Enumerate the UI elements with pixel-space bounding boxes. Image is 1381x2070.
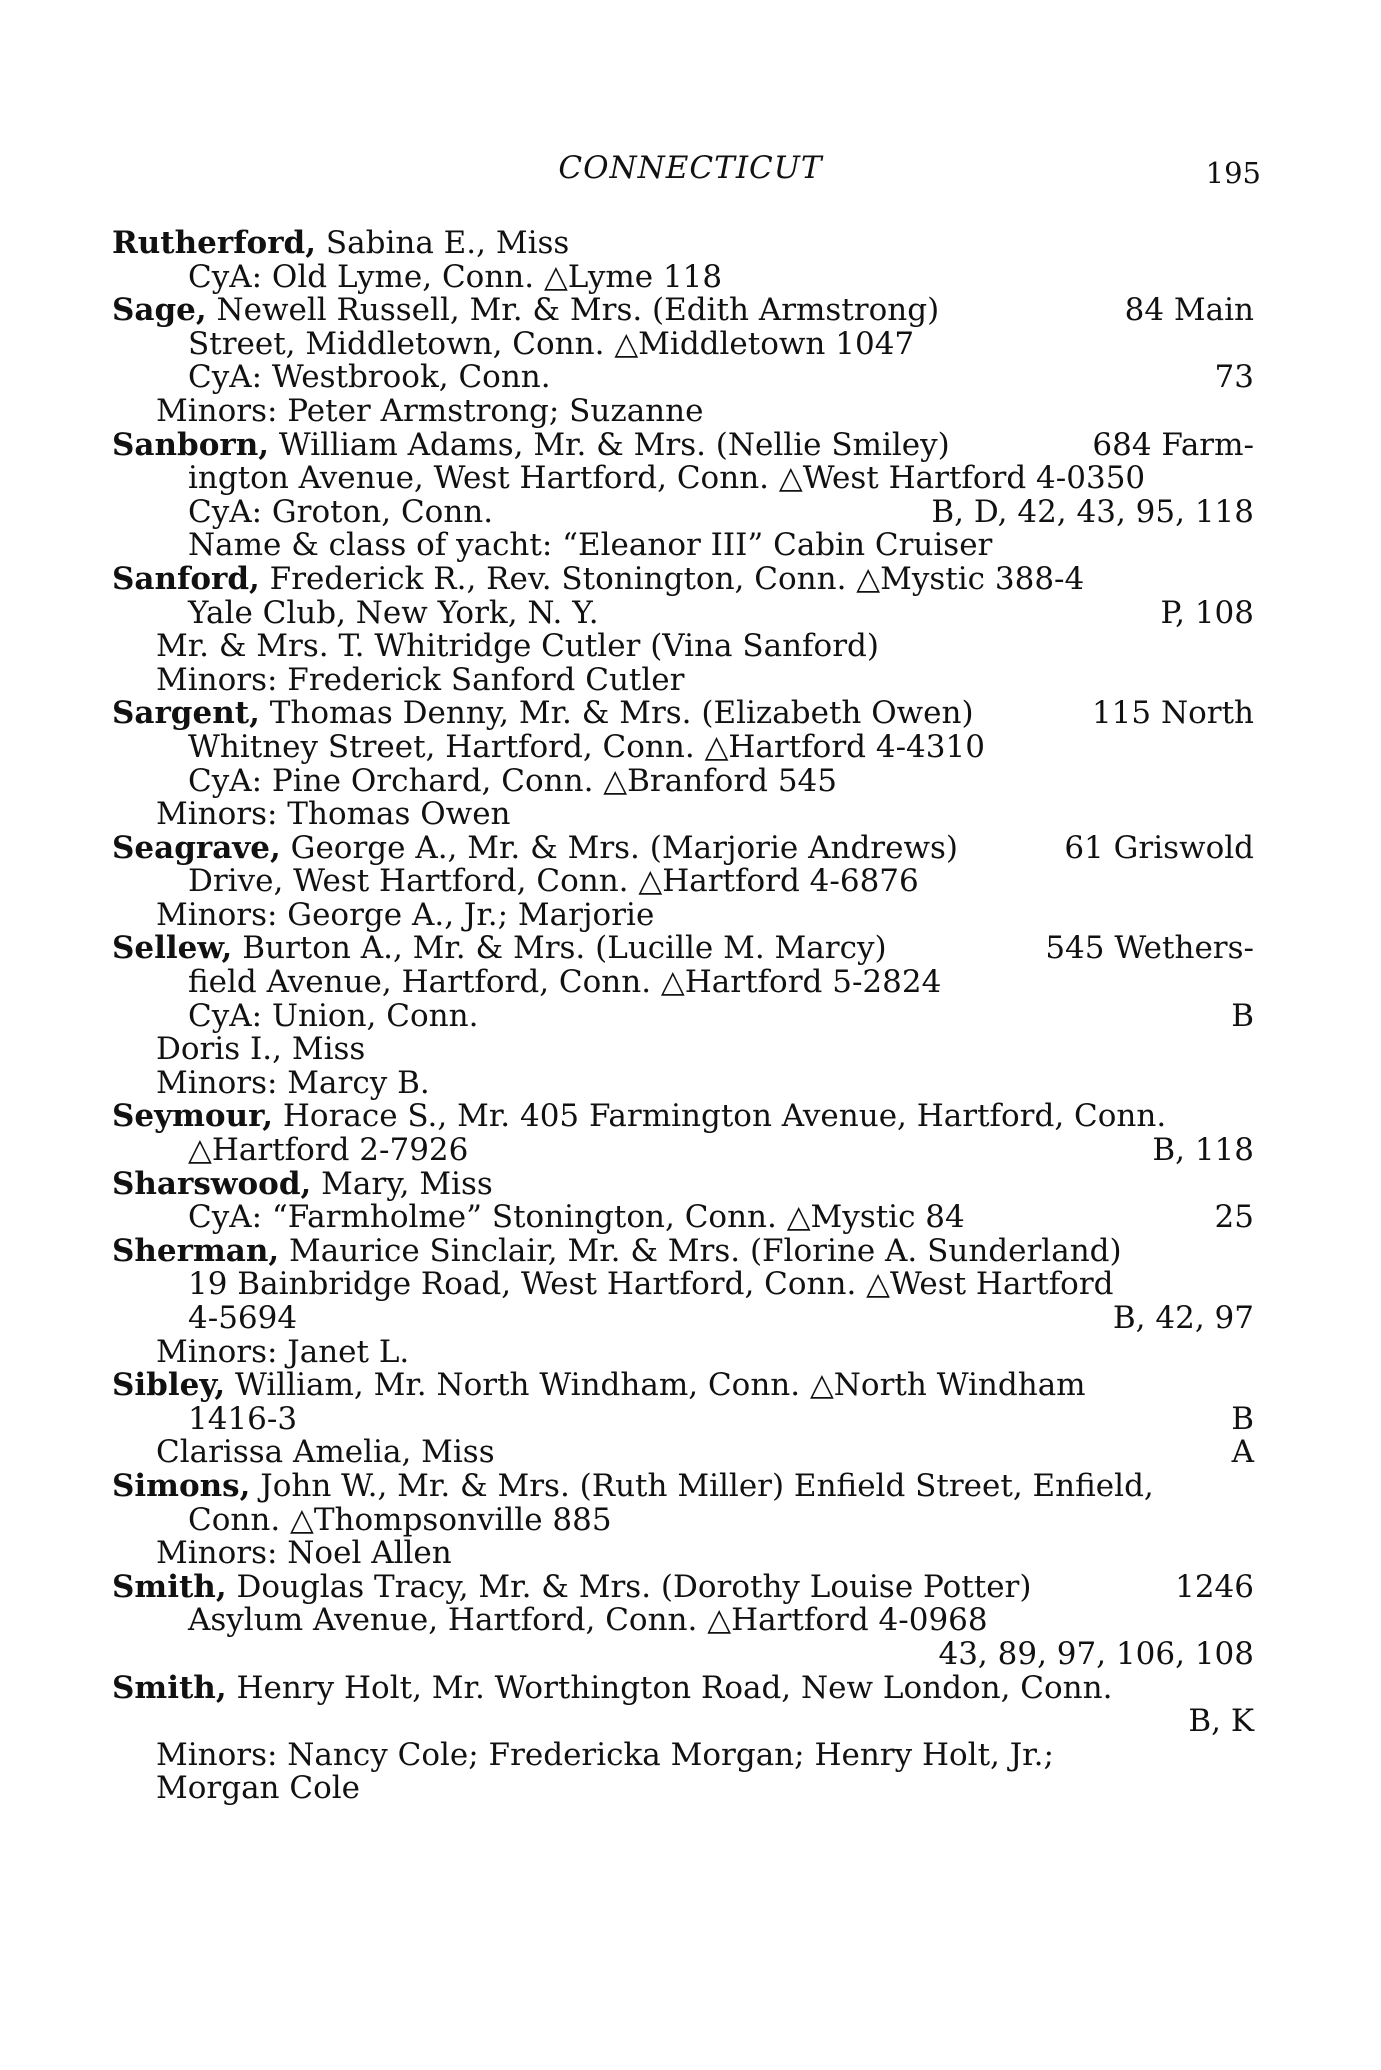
- entry-text: Douglas Tracy, Mr. & Mrs. (Dorothy Louise Potter): [226, 1568, 1032, 1605]
- entry-line: [112, 493, 1254, 530]
- entry-surname: Sanford,: [112, 560, 260, 597]
- entry-line: [112, 1100, 1254, 1134]
- entry-line: [112, 932, 1254, 966]
- entry-surname: Rutherford,: [112, 225, 317, 261]
- entry-line: [112, 1635, 1254, 1672]
- entry-line: [112, 1736, 1254, 1773]
- page-number: 195: [1205, 156, 1261, 190]
- entry-line: [112, 1232, 1254, 1269]
- entry-text: Minors: Thomas Owen: [156, 796, 511, 833]
- entry-text: Doris I., Miss: [156, 1031, 366, 1068]
- entry-references: A: [1231, 1434, 1254, 1471]
- entry-text: Burton A., Mr. & Mrs. (Lucille M. Marcy): [232, 930, 887, 967]
- entry-surname: Sherman,: [112, 1232, 280, 1269]
- entry-line: [112, 1165, 1254, 1202]
- entry-text: Minors: Janet L.: [156, 1333, 410, 1370]
- entry-text: Minors: Peter Armstrong; Suzanne: [156, 392, 704, 429]
- entry-text: 1416-3: [188, 1400, 298, 1437]
- entry-text: Asylum Avenue, Hartford, Conn. △Hartford 4-0968: [188, 1602, 988, 1639]
- entry-line: [112, 426, 1254, 463]
- entry-text: △Hartford 2-7926: [188, 1132, 469, 1169]
- entry-text: Minors: George A., Jr.; Marjorie: [156, 896, 655, 933]
- entry-text: field Avenue, Hartford, Conn. △Hartford 5-2824: [188, 964, 942, 1001]
- entry-line: [112, 1033, 1254, 1067]
- entry-line: [112, 258, 1254, 295]
- entry-text: William Adams, Mr. & Mrs. (Nellie Smiley): [269, 426, 950, 463]
- entry-text: William, Mr. North Windham, Conn. △North Windham: [225, 1367, 1086, 1404]
- entry-text: John W., Mr. & Mrs. (Ruth Miller) Enfield Street, Enfield,: [250, 1467, 1154, 1504]
- entry-line: [112, 697, 1254, 731]
- entry-line: [112, 1467, 1254, 1504]
- entry-line: [112, 227, 1254, 261]
- entry-surname: Sharswood,: [112, 1165, 312, 1202]
- entry-text: Sabina E., Miss: [316, 225, 570, 261]
- entry-text: Morgan Cole: [156, 1770, 361, 1807]
- entry-references: P, 108: [1160, 594, 1254, 631]
- entry-references: 115 North: [1091, 695, 1254, 732]
- entry-line: [112, 997, 1254, 1034]
- entry-text: Drive, West Hartford, Conn. △Hartford 4-6876: [188, 863, 919, 900]
- entry-line: [112, 896, 1254, 933]
- entry-line: [112, 1436, 1254, 1470]
- entry-text: CyA: Old Lyme, Conn. △Lyme 118: [188, 258, 723, 295]
- entry-surname: Sargent,: [112, 695, 260, 732]
- entry-line: [112, 798, 1254, 832]
- entry-line: [112, 1568, 1254, 1605]
- entry-text: Minors: Frederick Sanford Cutler: [156, 661, 685, 698]
- entry-line: [112, 1669, 1254, 1706]
- entry-line: [112, 392, 1254, 429]
- entry-text: Whitney Street, Hartford, Conn. △Hartford 4-4310: [188, 728, 985, 765]
- entry-line: [112, 462, 1254, 496]
- entry-text: Maurice Sinclair, Mr. & Mrs. (Florine A. Sunderland): [279, 1232, 1122, 1269]
- entry-text: Horace S., Mr. 405 Farmington Avenue, Hartford, Conn.: [273, 1098, 1167, 1135]
- entry-references: 43, 89, 97, 106, 108: [938, 1635, 1254, 1672]
- page-header: [0, 150, 1381, 194]
- entry-line: [112, 1604, 1254, 1638]
- entry-line: [112, 1201, 1254, 1235]
- entry-references: 61 Griswold: [1064, 829, 1254, 866]
- entry-references: 84 Main: [1124, 292, 1254, 329]
- entry-text: Minors: Marcy B.: [156, 1064, 430, 1101]
- entry-line: [112, 1333, 1254, 1370]
- entry-line: [112, 829, 1254, 866]
- entry-references: B, K: [1188, 1703, 1254, 1740]
- entry-surname: Sellew,: [112, 930, 233, 967]
- entry-text: Thomas Denny, Mr. & Mrs. (Elizabeth Owen): [259, 695, 974, 732]
- entry-references: 73: [1214, 359, 1254, 396]
- entry-line: [112, 529, 1254, 563]
- entry-text: Yale Club, New York, N. Y.: [188, 594, 599, 631]
- entry-references: 1246: [1175, 1568, 1254, 1605]
- entry-references: 684 Farm-: [1092, 426, 1254, 463]
- entry-text: Street, Middletown, Conn. △Middletown 1047: [188, 325, 915, 362]
- entry-surname: Smith,: [112, 1669, 227, 1706]
- entry-references: B: [1231, 1400, 1254, 1437]
- entry-line: [112, 1537, 1254, 1571]
- directory-entries: [112, 227, 1254, 1806]
- entry-line: [112, 1302, 1254, 1336]
- entry-surname: Sanborn,: [112, 426, 270, 463]
- entry-line: [112, 294, 1254, 328]
- entry-text: Conn. △Thompsonville 885: [188, 1501, 612, 1538]
- entry-line: [112, 594, 1254, 631]
- entry-line: [112, 966, 1254, 1000]
- entry-references: B: [1231, 997, 1254, 1034]
- entry-text: Frederick R., Rev. Stonington, Conn. △Mystic 388-4: [259, 560, 1085, 597]
- entry-text: 4-5694: [188, 1300, 298, 1336]
- entry-line: [112, 1772, 1254, 1806]
- running-title: CONNECTICUT: [558, 150, 823, 186]
- entry-line: [112, 361, 1254, 395]
- entry-line: [112, 1400, 1254, 1437]
- entry-line: [112, 1064, 1254, 1101]
- entry-line: [112, 1134, 1254, 1168]
- entry-text: CyA: Groton, Conn.: [188, 493, 494, 530]
- entry-text: CyA: Pine Orchard, Conn. △Branford 545: [188, 762, 838, 799]
- entry-text: Clarissa Amelia, Miss: [156, 1434, 495, 1471]
- entry-text: George A., Mr. & Mrs. (Marjorie Andrews): [280, 829, 958, 866]
- entry-text: CyA: Union, Conn.: [188, 997, 479, 1034]
- entry-text: 19 Bainbridge Road, West Hartford, Conn. △West Hartford: [188, 1266, 1114, 1303]
- entry-line: [112, 865, 1254, 899]
- entry-references: B, D, 42, 43, 95, 118: [931, 493, 1254, 530]
- entry-line: [112, 1369, 1254, 1403]
- entry-surname: Simons,: [112, 1467, 251, 1504]
- entry-line: [112, 728, 1254, 765]
- entry-text: Newell Russell, Mr. & Mrs. (Edith Armstrong): [206, 292, 940, 329]
- entry-text: CyA: “Farmholme” Stonington, Conn. △Mystic 84: [188, 1199, 965, 1236]
- entry-line: [112, 560, 1254, 597]
- entry-surname: Seagrave,: [112, 829, 281, 866]
- entry-line: [112, 661, 1254, 698]
- entry-references: 25: [1214, 1199, 1254, 1236]
- entry-text: Name & class of yacht: “Eleanor III” Cabin Cruiser: [188, 527, 993, 564]
- entry-line: [112, 1268, 1254, 1302]
- entry-text: CyA: Westbrook, Conn.: [188, 359, 551, 396]
- entry-surname: Sibley,: [112, 1367, 226, 1404]
- entry-text: ington Avenue, West Hartford, Conn. △West Hartford 4-0350: [188, 460, 1146, 497]
- entry-line: [112, 1705, 1254, 1739]
- entry-text: Mr. & Mrs. T. Whitridge Cutler (Vina Sanford): [156, 628, 879, 665]
- entry-surname: Smith,: [112, 1568, 227, 1605]
- entry-surname: Seymour,: [112, 1098, 274, 1135]
- entry-line: [112, 762, 1254, 799]
- entry-references: 545 Wethers-: [1045, 930, 1254, 967]
- entry-line: [112, 630, 1254, 664]
- entry-text: Mary, Miss: [311, 1165, 493, 1202]
- entry-references: B, 118: [1152, 1132, 1254, 1169]
- entry-surname: Sage,: [112, 292, 207, 329]
- entry-line: [112, 325, 1254, 362]
- entry-line: [112, 1501, 1254, 1538]
- entry-references: B, 42, 97: [1112, 1300, 1254, 1336]
- entry-text: Henry Holt, Mr. Worthington Road, New London, Conn.: [226, 1669, 1113, 1706]
- entry-text: Minors: Noel Allen: [156, 1535, 452, 1572]
- entry-text: Minors: Nancy Cole; Fredericka Morgan; Henry Holt, Jr.;: [156, 1736, 1054, 1773]
